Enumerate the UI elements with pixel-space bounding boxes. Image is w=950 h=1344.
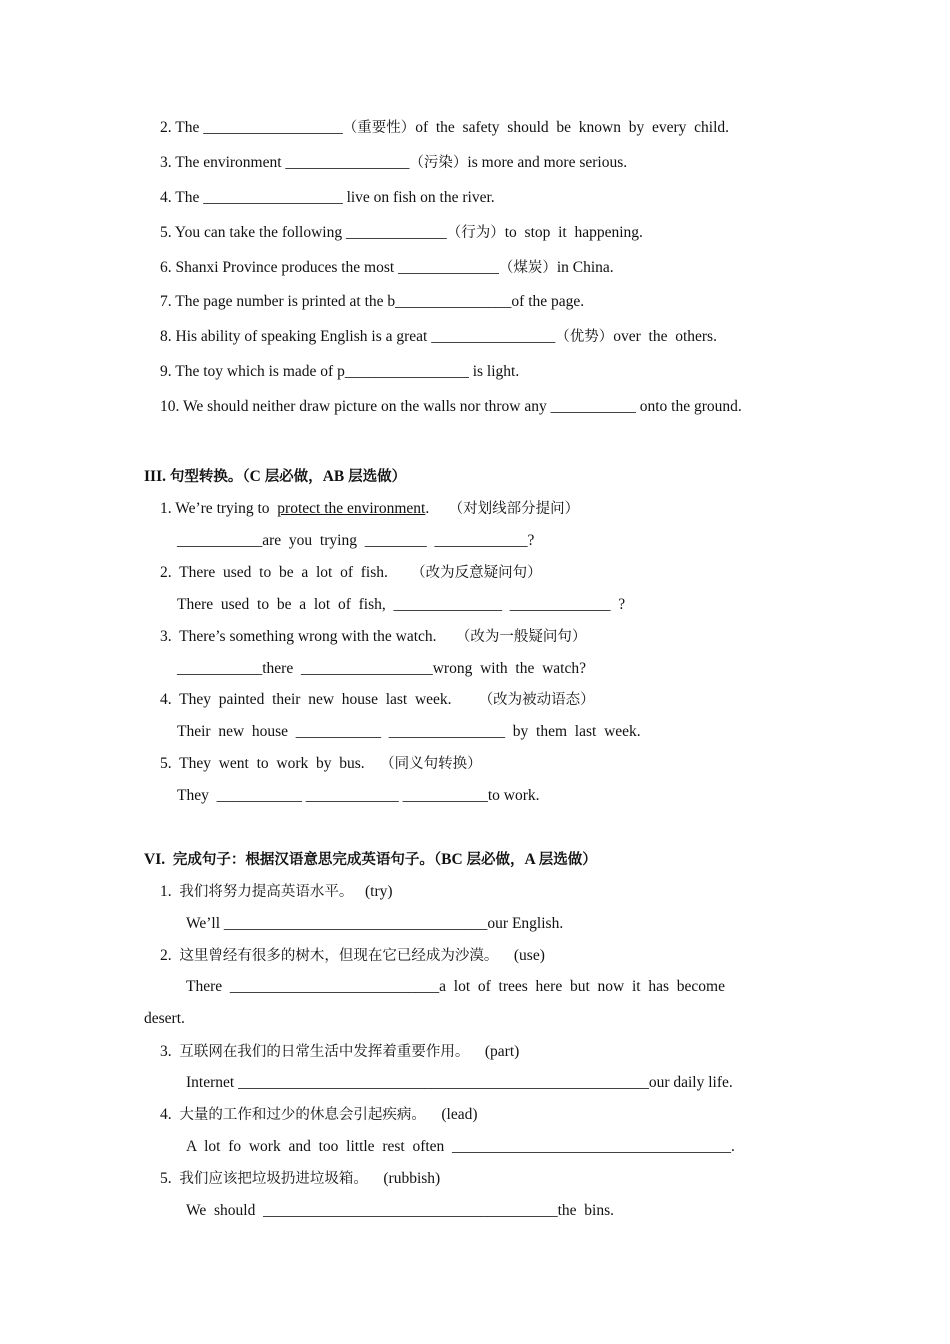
sec3-a3: ___________there _________________wrong with the watch? bbox=[177, 660, 586, 677]
sec2-item-10: 10. We should neither draw picture on the walls nor throw any ___________ onto the ground. bbox=[160, 398, 742, 415]
sec3-q1: 1. We’re trying to protect the environment. （对划线部分提问） bbox=[160, 500, 580, 517]
sec2-item-4: 4. The __________________ live on fish on the river. bbox=[160, 189, 495, 206]
sec4-a4: A lot fo work and too little rest often ____________________________________. bbox=[186, 1138, 735, 1155]
sec4-q1: 1. 我们将努力提高英语水平。 (try) bbox=[160, 883, 393, 900]
sec2-item-8: 8. His ability of speaking English is a great ________________（优势）over the others. bbox=[160, 328, 717, 345]
sec2-item-5: 5. You can take the following _____________（行为）to stop it happening. bbox=[160, 224, 643, 241]
sec3-q5: 5. They went to work by bus. （同义句转换） bbox=[160, 755, 482, 772]
sec2-item-2: 2. The __________________（重要性）of the safety should be known by every child. bbox=[160, 119, 730, 136]
sec4-q4: 4. 大量的工作和过少的休息会引起疾病。 (lead) bbox=[160, 1106, 478, 1123]
sec4-a1: We’ll __________________________________our English. bbox=[186, 915, 564, 932]
sec4-a2: There ___________________________a lot of trees here but now it has become bbox=[186, 978, 725, 995]
sec2-item-7: 7. The page number is printed at the b_______________of the page. bbox=[160, 293, 585, 310]
sec4-title: VI. 完成句子：根据汉语意思完成英语句子。（BC 层必做，A 层选做） bbox=[144, 851, 597, 868]
sec4-a2-cont: desert. bbox=[144, 1010, 185, 1027]
sec3-q2: 2. There used to be a lot of fish. （改为反意疑问句） bbox=[160, 564, 542, 581]
sec4-a5: We should ______________________________________the bins. bbox=[186, 1202, 615, 1219]
sec2-item-6: 6. Shanxi Province produces the most _____________（煤炭）in China. bbox=[160, 259, 614, 276]
sec3-a5: They ___________ ____________ ___________to work. bbox=[177, 787, 540, 804]
sec3-a4: Their new house ___________ _______________ by them last week. bbox=[177, 723, 641, 740]
sec2-item-9: 9. The toy which is made of p________________ is light. bbox=[160, 363, 520, 380]
sec3-title: III. 句型转换。（C 层必做，AB 层选做） bbox=[144, 468, 407, 485]
sec3-a1: ___________are you trying ________ ____________? bbox=[177, 532, 535, 549]
sec3-q4: 4. They painted their new house last week. （改为被动语态） bbox=[160, 691, 595, 708]
sec4-q2: 2. 这里曾经有很多的树木，但现在它已经成为沙漠。 (use) bbox=[160, 947, 545, 964]
sec4-q3: 3. 互联网在我们的日常生活中发挥着重要作用。 (part) bbox=[160, 1043, 520, 1060]
sec3-a2: There used to be a lot of fish, ______________ _____________ ? bbox=[177, 596, 626, 613]
underlined-phrase: protect the environment bbox=[277, 500, 426, 517]
sec4-a3: Internet _____________________________________________________our daily life. bbox=[186, 1074, 733, 1091]
sec3-q3: 3. There’s something wrong with the watch. （改为一般疑问句） bbox=[160, 628, 587, 645]
sec2-item-3: 3. The environment ________________（污染）is more and more serious. bbox=[160, 154, 628, 171]
sec4-q5: 5. 我们应该把垃圾扔进垃圾箱。 (rubbish) bbox=[160, 1170, 441, 1187]
